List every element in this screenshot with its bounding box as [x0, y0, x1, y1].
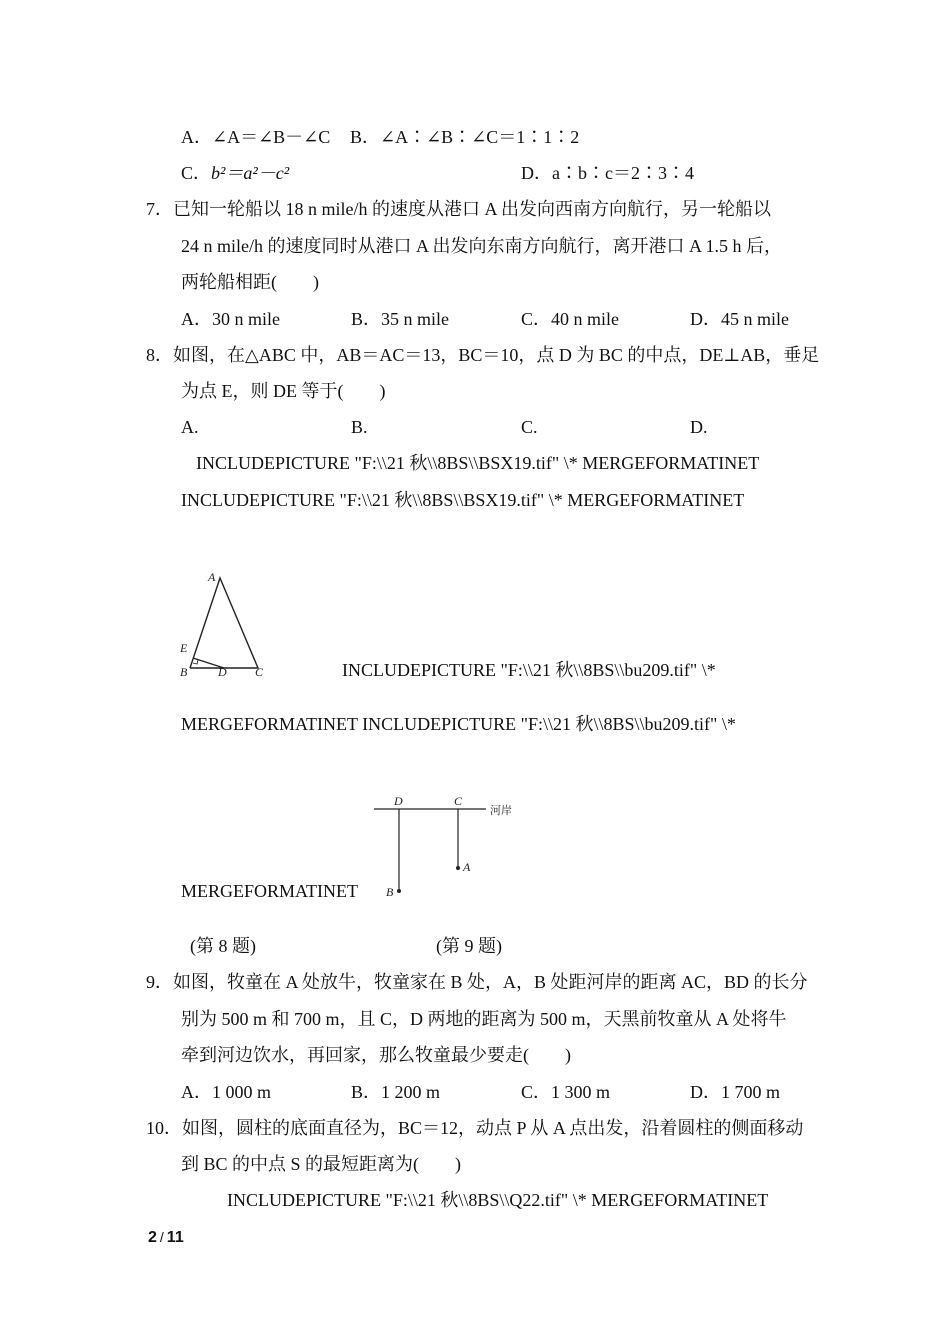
q10-line-2: 到 BC 的中点 S 的最短距离为( ) [181, 1154, 462, 1174]
caption-fig-9: (第 9 题) [436, 936, 502, 956]
q9-option-c: C．1 300 m [521, 1082, 611, 1102]
page-number [148, 1229, 184, 1247]
q6-option-a: A．∠A＝∠B－∠C [181, 127, 331, 147]
q7-line-3: 两轮船相距( ) [181, 272, 319, 292]
q7-option-d: D．45 n mile [690, 309, 789, 329]
q9-includepicture-1: INCLUDEPICTURE "F:\\21 秋\\8BS\\bu209.tif" \* [342, 660, 716, 680]
q9-option-d: D．1 700 m [690, 1082, 780, 1102]
fig9-label-shore: 河岸 [490, 805, 512, 817]
fig9-label-a: A [463, 860, 471, 874]
q10-includepicture: INCLUDEPICTURE "F:\\21 秋\\8BS\\Q22.tif" \* MERGEFORMATINET [227, 1190, 769, 1210]
q6-option-d: D．a∶b∶c＝2∶3∶4 [521, 163, 694, 183]
figure-8-triangle [170, 566, 280, 689]
q7-line-1: 7．已知一轮船以 18 n mile/h 的速度从港口 A 出发向西南方向航行，另一轮船以 [146, 199, 771, 219]
q6-option-b: B．∠A∶∠B∶∠C＝1∶1∶2 [350, 127, 580, 147]
q8-option-a: A. [181, 417, 199, 437]
page-total: 11 [166, 1229, 184, 1246]
q8-includepicture-1: INCLUDEPICTURE "F:\\21 秋\\8BS\\BSX19.tif" \* MERGEFORMATINET [196, 453, 760, 473]
fig8-label-e: E [180, 641, 188, 655]
q6-option-c-expr: b²＝a²－c² [211, 163, 290, 183]
fig8-label-a: A [208, 570, 216, 584]
q9-line-3: 牵到河边饮水，再回家，那么牧童最少要走( ) [181, 1045, 571, 1065]
q8-includepicture-2: INCLUDEPICTURE "F:\\21 秋\\8BS\\BSX19.tif" \* MERGEFORMATINET [181, 490, 745, 510]
q7-option-c: C．40 n mile [521, 309, 619, 329]
q7-option-b: B．35 n mile [351, 309, 449, 329]
q9-includepicture-3: MERGEFORMATINET [181, 881, 359, 901]
q10-line-1: 10．如图，圆柱的底面直径为，BC＝12，动点 P 从 A 点出发，沿着圆柱的侧面移动 [146, 1118, 804, 1138]
figure-9-river [370, 792, 530, 909]
q8-line-1: 8．如图，在△ABC 中，AB＝AC＝13，BC＝10，点 D 为 BC 的中点，DE⊥AB，垂足 [146, 345, 820, 365]
q7-option-a: A．30 n mile [181, 309, 280, 329]
q6-option-c [181, 162, 289, 184]
q9-line-2: 别为 500 m 和 700 m，且 C，D 两地的距离为 500 m，天黑前牧童从 A 处将牛 [181, 1009, 787, 1029]
q9-includepicture-2: MERGEFORMATINET INCLUDEPICTURE "F:\\21 秋\\8BS\\bu209.tif" \* [181, 714, 736, 734]
fig8-label-c: C [255, 665, 264, 679]
q8-option-c: C. [521, 417, 538, 437]
fig8-label-b: B [180, 665, 188, 679]
q9-option-b: B．1 200 m [351, 1082, 441, 1102]
fig9-label-c: C [454, 794, 463, 808]
q8-option-b: B. [351, 417, 368, 437]
page-separator: / [159, 1229, 164, 1245]
q8-option-d: D. [690, 417, 708, 437]
q6-option-c-prefix: C． [181, 163, 212, 183]
q8-line-2: 为点 E，则 DE 等于( ) [181, 381, 386, 401]
caption-fig-8: (第 8 题) [190, 936, 256, 956]
page-current: 2 [148, 1229, 157, 1246]
fig8-label-d: D [218, 665, 227, 679]
q9-option-a: A．1 000 m [181, 1082, 271, 1102]
fig9-label-d: D [394, 794, 403, 808]
q9-line-1: 9．如图，牧童在 A 处放牛，牧童家在 B 处，A，B 处距河岸的距离 AC，BD 的长分 [146, 972, 808, 992]
q7-line-2: 24 n mile/h 的速度同时从港口 A 出发向东南方向航行，离开港口 A 1.5 h 后， [181, 236, 783, 256]
fig9-label-b: B [386, 885, 394, 899]
